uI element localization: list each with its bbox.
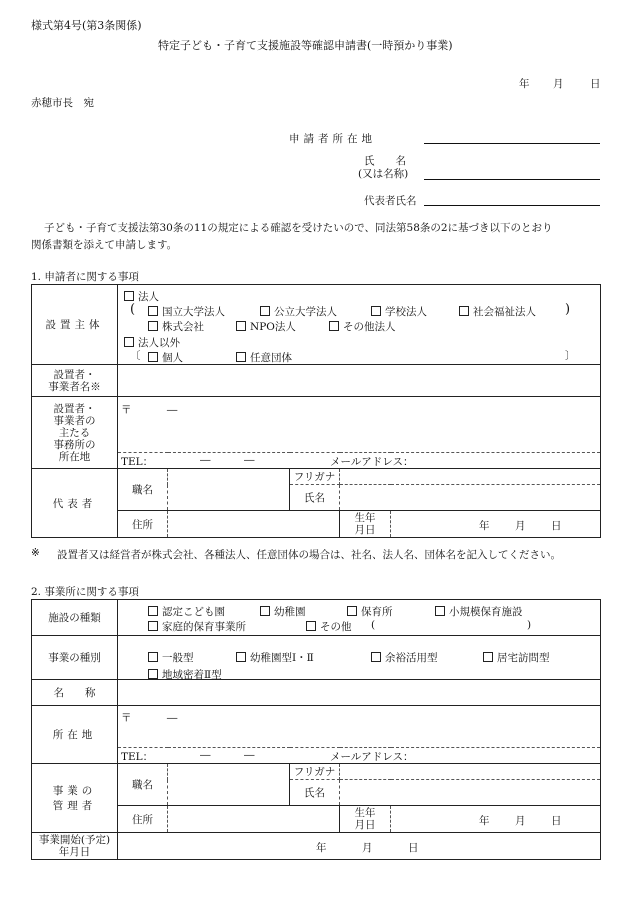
- applicant-address-label: 申請者所在地: [289, 133, 376, 145]
- facility-tel-dash-2: ―: [244, 749, 255, 761]
- facility-type-label: 施設の種類: [32, 600, 118, 636]
- form-number: 様式第4号(第3条関係): [31, 19, 142, 32]
- rep-name-label: 氏名: [290, 485, 340, 511]
- note-text: 設置者又は経営者が株式会社、各種法人、任意団体の場合は、社名、法人名、団体名を記入してください。: [57, 549, 561, 561]
- manager-birth-label: 生年 月日: [340, 806, 391, 833]
- date-year-label: 年: [519, 78, 530, 90]
- checkbox-youchien[interactable]: [260, 606, 270, 616]
- facility-name-label: 名 称: [32, 680, 118, 706]
- bracket-left-1: (: [130, 302, 136, 317]
- option-hoikusho: 保育所: [361, 606, 393, 618]
- rep-position-field[interactable]: [168, 469, 290, 511]
- manager-birth-day: 日: [551, 815, 562, 827]
- option-small-hoiku: 小規模保育施設: [449, 606, 523, 618]
- checkbox-social-welfare[interactable]: [459, 306, 469, 316]
- start-date-field[interactable]: [118, 833, 601, 860]
- postal-mark: 〒: [121, 404, 132, 416]
- checkbox-katei[interactable]: [148, 621, 158, 631]
- rep-birth-label: 生年 月日: [340, 511, 391, 538]
- representative-label: 代表者氏名: [364, 195, 417, 207]
- date-day-label: 日: [590, 78, 601, 90]
- option-general: 一般型: [162, 652, 194, 664]
- checkbox-noncorp[interactable]: [124, 337, 134, 347]
- facility-type-options: [118, 600, 601, 636]
- other-paren-close: ): [527, 619, 532, 631]
- facility-tel-row[interactable]: [118, 748, 601, 764]
- manager-position-field[interactable]: [168, 764, 290, 806]
- tel-dash-1: ―: [200, 454, 211, 466]
- option-national-univ: 国立大学法人: [162, 306, 225, 318]
- option-other-facility: その他: [320, 621, 352, 633]
- email-label: メールアドレス：: [330, 456, 414, 468]
- tel-label: TEL：: [121, 456, 154, 468]
- option-chiiki: 地域密着Ⅱ型: [162, 669, 222, 681]
- checkbox-kabushiki[interactable]: [148, 321, 158, 331]
- section1-table: [31, 284, 601, 538]
- option-yoyu: 余裕活用型: [385, 652, 438, 664]
- corp-label: 法人: [138, 291, 159, 303]
- manager-birth-year: 年: [479, 815, 490, 827]
- bracket-right-2: 〕: [565, 350, 576, 362]
- applicant-name-line[interactable]: [424, 179, 600, 180]
- rep-birth-day: 日: [551, 520, 562, 532]
- option-individual: 個人: [162, 352, 183, 364]
- representative-line[interactable]: [424, 205, 600, 206]
- checkbox-yoyu[interactable]: [371, 652, 381, 662]
- postal-dash: ―: [166, 404, 178, 416]
- manager-position-label: 職名: [118, 764, 168, 806]
- checkbox-voluntary-group[interactable]: [236, 352, 246, 362]
- checkbox-npo[interactable]: [236, 321, 246, 331]
- setter-name-field[interactable]: [118, 365, 601, 397]
- start-month: 月: [362, 842, 373, 854]
- bracket-left-2: 〔: [130, 350, 141, 362]
- rep-position-label: 職名: [118, 469, 168, 511]
- option-home-visit: 居宅訪問型: [497, 652, 550, 664]
- applicant-address-line[interactable]: [424, 143, 600, 144]
- facility-location-label: 所在地: [32, 706, 118, 764]
- facility-name-field[interactable]: [118, 680, 601, 706]
- rep-name-field[interactable]: [340, 485, 601, 511]
- option-youchien-type: 幼稚園型Ⅰ・Ⅱ: [250, 652, 314, 664]
- manager-furigana-label: フリガナ: [290, 764, 340, 780]
- rep-birth-year: 年: [479, 520, 490, 532]
- rep-birth-field[interactable]: [391, 511, 601, 538]
- bracket-right-1: ): [565, 302, 571, 317]
- facility-tel-dash-1: ―: [200, 749, 211, 761]
- option-other-corp: その他法人: [343, 321, 396, 333]
- checkbox-small-hoiku[interactable]: [435, 606, 445, 616]
- checkbox-individual[interactable]: [148, 352, 158, 362]
- applicant-name-label: 氏 名: [364, 155, 406, 167]
- rep-furigana-field[interactable]: [340, 469, 601, 485]
- rep-address-field[interactable]: [168, 511, 340, 538]
- manager-birth-field[interactable]: [391, 806, 601, 833]
- representative-row-label: 代表者: [32, 469, 118, 538]
- rep-furigana-label: フリガナ: [290, 469, 340, 485]
- checkbox-other-facility[interactable]: [306, 621, 316, 631]
- setter-name-label: 設置者・ 事業者名※: [32, 365, 118, 397]
- option-youchien: 幼稚園: [274, 606, 306, 618]
- business-type-label: 事業の種別: [32, 636, 118, 680]
- start-day: 日: [408, 842, 419, 854]
- rep-address-label: 住所: [118, 511, 168, 538]
- date-month-label: 月: [553, 78, 564, 90]
- business-type-options: [118, 636, 601, 680]
- checkbox-national-univ[interactable]: [148, 306, 158, 316]
- setup-entity-options: [118, 285, 601, 365]
- rep-birth-month: 月: [515, 520, 526, 532]
- option-npo: NPO法人: [250, 321, 296, 333]
- facility-postal-dash: ―: [166, 712, 178, 724]
- intro-text-line2: 関係書類を添えて申請します。: [31, 239, 178, 251]
- checkbox-corp[interactable]: [124, 291, 134, 301]
- facility-email-label: メールアドレス：: [330, 751, 414, 763]
- start-date-label: 事業開始(予定) 年月日: [32, 833, 118, 860]
- manager-name-label: 氏名: [290, 780, 340, 806]
- checkbox-chiiki[interactable]: [148, 669, 158, 679]
- intro-text-line1: 子ども・子育て支援法第30条の11の規定による確認を受けたいので、同法第58条の2に基づき以下のとおり: [44, 222, 553, 234]
- office-address-field[interactable]: [118, 397, 601, 453]
- manager-address-field[interactable]: [168, 806, 340, 833]
- manager-furigana-field[interactable]: [340, 764, 601, 780]
- noncorp-label: 法人以外: [138, 337, 180, 349]
- checkbox-nintei[interactable]: [148, 606, 158, 616]
- checkbox-school-corp[interactable]: [371, 306, 381, 316]
- option-voluntary-group: 任意団体: [250, 352, 292, 364]
- checkbox-youchien-type[interactable]: [236, 652, 246, 662]
- checkbox-other-corp[interactable]: [329, 321, 339, 331]
- form-title: 特定子ども・子育て支援施設等確認申請書(一時預かり事業): [158, 39, 453, 52]
- applicant-name-sublabel: (又は名称): [358, 168, 409, 180]
- option-nintei: 認定こども園: [162, 606, 225, 618]
- setup-entity-label: 設置主体: [32, 285, 118, 365]
- section1-heading: 1. 申請者に関する事項: [31, 271, 139, 283]
- addressee: 赤穂市長 宛: [31, 97, 94, 109]
- office-tel-row[interactable]: [118, 453, 601, 469]
- checkbox-home-visit[interactable]: [483, 652, 493, 662]
- other-paren-open: (: [371, 619, 376, 631]
- main-office-label: 設置者・ 事業者の 主たる 事務所の 所在地: [32, 397, 118, 469]
- option-kabushiki: 株式会社: [162, 321, 204, 333]
- option-social-welfare: 社会福祉法人: [473, 306, 536, 318]
- facility-postal-mark: 〒: [121, 712, 132, 724]
- facility-address-field[interactable]: [118, 706, 601, 748]
- manager-row-label: 事業の 管理者: [32, 764, 118, 833]
- option-school-corp: 学校法人: [385, 306, 427, 318]
- checkbox-hoikusho[interactable]: [347, 606, 357, 616]
- tel-dash-2: ―: [244, 454, 255, 466]
- facility-tel-label: TEL：: [121, 751, 154, 763]
- start-year: 年: [316, 842, 327, 854]
- option-public-univ: 公立大学法人: [274, 306, 337, 318]
- manager-birth-month: 月: [515, 815, 526, 827]
- section2-table: [31, 599, 601, 860]
- note-mark: ※: [31, 547, 40, 559]
- checkbox-general[interactable]: [148, 652, 158, 662]
- checkbox-public-univ[interactable]: [260, 306, 270, 316]
- manager-name-field[interactable]: [340, 780, 601, 806]
- manager-address-label: 住所: [118, 806, 168, 833]
- option-katei: 家庭的保育事業所: [162, 621, 246, 633]
- section2-heading: 2. 事業所に関する事項: [31, 586, 139, 598]
